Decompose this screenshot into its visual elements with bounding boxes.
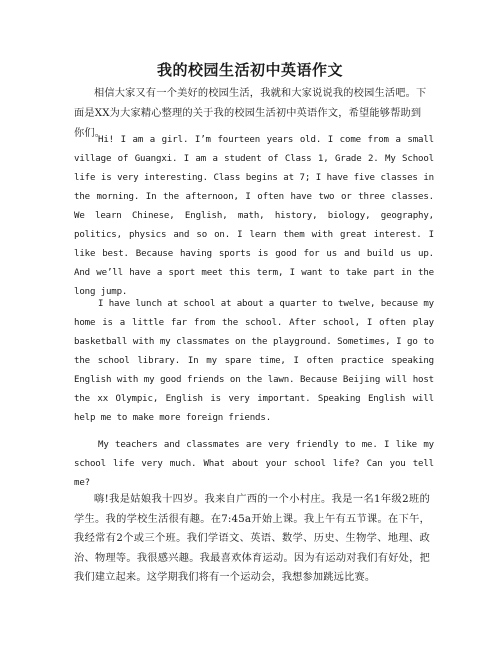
english-paragraph-3: My teachers and classmates are very friendly to me. I like my school life very much. What about your school life? Can you tell me?: [74, 440, 434, 488]
chinese-paragraph: 嗨!我是姑娘我十四岁。我来自广西的一个小村庄。我是一名1年级2班的学生。我的学校生活很有趣。在7:45a开始上课。我上午有五节课。在下午，我经常有2个或三个班。我们学语文、英语、数学、历史、生物学、地理、政治、物理等。我很感兴趣。我最喜欢体育运动。因为有运动对我们有好处，把我们建立起来。这学期我们将有一个运动会，我想参加跳远比赛。: [74, 494, 430, 583]
intro-paragraph: 相信大家又有一个美好的校园生活，我就和大家说说我的校园生活吧。下面是XX为大家精心整理的关于我的校园生活初中英语作文，希望能够帮助到你们。: [74, 88, 427, 139]
english-paragraph-1: Hi! I am a girl. I’m fourteen years old. I come from a small village of Guangxi. I am a student of Class 1, Grade 2. My School life is very interesting. Class begins at 7; I have five classes in the morning. In the afternoon, I often have two or three classes. We learn Chinese, English, math, history, biology, geography, politics, physics and so on. I learn them with great interest. I like best. Because having sports is good for us and build us up. And we’ll have a sport meet this term, I want to take part in the long jump.: [74, 135, 434, 297]
english-paragraph-2: I have lunch at school at about a quarter to twelve, because my home is a little far from the school. After school, I often play basketball with my classmates on the playground. Sometimes, I go to the school library. In my spare time, I often practice speaking English with my good friends on the lawn. Because Beijing will host the xx Olympic, English is very important. Speaking English will help me to make more foreign friends.: [74, 299, 434, 423]
page-title: 我的校园生活初中英语作文: [156, 61, 343, 79]
